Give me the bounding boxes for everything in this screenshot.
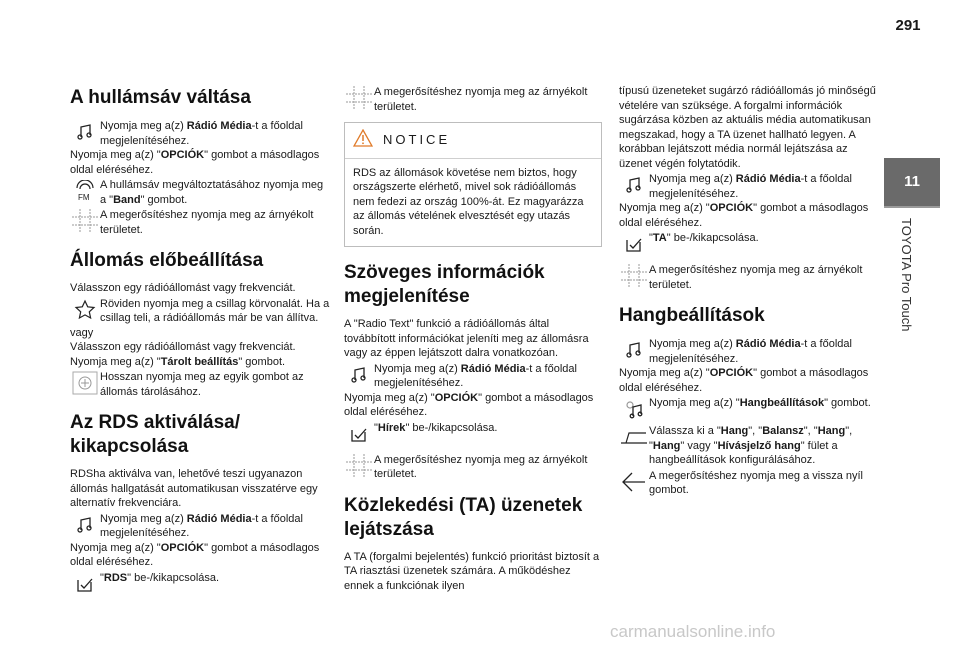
shaded-area-icon (344, 84, 374, 112)
chapter-tab-divider (884, 206, 940, 208)
step-radio-media-3: Nyomja meg a(z) Rádió Média-t a főoldal megjelenítéséhez. (344, 361, 602, 391)
checkbox-icon (70, 570, 100, 598)
notice-box (344, 122, 602, 247)
music-note-icon (344, 361, 374, 389)
shaded-area-icon (70, 207, 100, 235)
tab-icon (619, 423, 649, 451)
heading-preset: Állomás előbeállítása (70, 250, 264, 271)
step-rds-toggle: "RDS" be-/kikapcsolása. (70, 570, 332, 598)
step-select-tab: Válassza ki a "Hang", "Balansz", "Hang", "Hang" vagy "Hívásjelző hang" fület a hangbeállítások konfigurálásához. (619, 423, 877, 468)
music-note-icon (619, 336, 649, 364)
add-preset-icon (70, 369, 100, 397)
step-radio-media-4: Nyomja meg a(z) Rádió Média-t a főoldal megjelenítéséhez. (619, 171, 877, 201)
step-confirm: A megerősítéshez nyomja meg az árnyékolt területet. (70, 207, 332, 237)
checkbox-icon (619, 230, 649, 258)
checkbox-icon (344, 420, 374, 448)
chapter-title: TOYOTA Pro Touch (899, 218, 914, 332)
step-confirm-3: A megerősítéshez nyomja meg az árnyékolt területet. (619, 262, 877, 292)
step-radio-media: Nyomja meg a(z) Rádió Média-t a főoldal megjelenítéséhez. (70, 118, 332, 148)
sound-settings-icon (619, 395, 649, 423)
heading-band-change: A hullámsáv váltása (70, 87, 251, 108)
step-store: Hosszan nyomja meg az egyik gombot az állomás tárolásához. (70, 369, 332, 399)
page-number: 291 (895, 17, 921, 34)
step-confirm-top: A megerősítéshez nyomja meg az árnyékolt területet. (344, 84, 602, 114)
para-options: Nyomja meg a(z) "OPCIÓK" gombot a másodlagos oldal eléréséhez. (70, 149, 320, 176)
star-outline-icon (70, 296, 100, 324)
shaded-area-icon (344, 452, 374, 480)
notice-text: RDS az állomások követése nem biztos, hogy országszerte elérhető, mivel sok rádióállomás nem fedezi az ország 100%-át. Ez magyarázza az állomás vételének elvesztését egy utazás során. (353, 166, 584, 237)
heading-rds: Az RDS aktiválása/ kikapcsolása (70, 412, 241, 457)
heading-sound-settings: Hangbeállítások (619, 305, 765, 326)
svg-text:FM: FM (78, 193, 90, 202)
heading-text-info: Szöveges információk megjelenítése (344, 262, 545, 307)
watermark: carmanualsonline.info (610, 622, 776, 641)
step-back: A megerősítéshez nyomja meg a vissza nyíl gombot. (619, 468, 877, 498)
music-note-icon (619, 171, 649, 199)
step-confirm-2: A megerősítéshez nyomja meg az árnyékolt területet. (344, 452, 602, 482)
step-radio-media-5: Nyomja meg a(z) Rádió Média-t a főoldal megjelenítéséhez. (619, 336, 877, 366)
step-news-toggle: "Hírek" be-/kikapcsolása. (344, 420, 602, 448)
music-note-icon (70, 118, 100, 146)
music-note-icon (70, 511, 100, 539)
shaded-area-icon (619, 262, 649, 290)
step-band: FM A hullámsáv megváltoztatásához nyomja meg a "Band" gombot. (70, 177, 332, 207)
column-3: típusú üzeneteket sugárzó rádióállomás jó minőségű vételére van szüksége. A forgalmi információk sugárzása közben az aktuális média automatikusan megszakad, hogy a TA üzenet hallható legyen. A korábban lejátszott média normál lejátszása az üzenet végén folytatódik. Nyomja meg a(z) Rádió Média-t a főoldal megjelenítéséhez. Nyomja meg a(z) "OPCIÓK" gombot a másodlagos oldal eléréséhez. "TA" be-/kikapcsolása. A megerősítéshez nyomja meg az árnyékolt területet. Hangbeállítások Nyomja meg a(z) Rádió Média-t a főoldal megjelenítéséhez. Nyomja meg a(z) "OPCIÓK" gombot a másodlagos oldal eléréséhez. Nyomja meg a(z) "Hangbeállítások" gombot. Válassza ki a "Hang", "Balansz", "Hang", "Hang" vagy "Hívásjelző hang" fület a hangbeállítások konfigurálásához. A megerősítéshez nyomja meg a vissza nyíl gombot. (619, 85, 876, 496)
warning-triangle-icon (353, 129, 373, 152)
column-2: A megerősítéshez nyomja meg az árnyékolt területet. NOTICE RDS az állomások követése nem biztos, hogy országszerte elérhető, mivel sok rádióállomás nem fedezi az ország 100%-át. Ez magyarázza az állomás vételének elvesztését egy utazás során. Szöveges információk megjelenítése A "Radio Text" funkció a rádióállomás által továbbított információkat jeleníti meg az állomásra vagy az éppen lejátszott dalra vonatkozóan. Nyomja meg a(z) Rádió Média-t a főoldal megjelenítéséhez. Nyomja meg a(z) "OPCIÓK" gombot a másodlagos oldal eléréséhez. "Hírek" be-/kikapcsolása. A megerősítéshez nyomja meg az árnyékolt területet. Közlekedési (TA) üzenetek lejátszása A TA (forgalmi bejelentés) funkció prioritást biztosít a TA riasztási üzenetek számára. A működéshez ennek a funkciónak ilyen (344, 84, 602, 593)
step-radio-media-2: Nyomja meg a(z) Rádió Média-t a főoldal megjelenítéséhez. (70, 511, 332, 541)
heading-traffic: Közlekedési (TA) üzenetek lejátszása (344, 494, 583, 540)
step-ta-toggle: "TA" be-/kikapcsolása. (619, 230, 877, 258)
back-arrow-icon (619, 468, 649, 496)
step-sound-settings: Nyomja meg a(z) "Hangbeállítások" gombot. (619, 395, 877, 423)
column-1: A hullámsáv váltása Nyomja meg a(z) Rádió Média-t a főoldal megjelenítéséhez. Nyomja meg a(z) "OPCIÓK" gombot a másodlagos oldal eléréséhez. FM A hullámsáv megváltoztatásához nyomja meg a "Band" gombot. A megerősítéshez nyomja meg az árnyékolt területet. Állomás előbeállítása Válasszon egy rádióállomást vagy frekvenciát. Röviden nyomja meg a csillag körvonalát. Ha a csillag teli, a rádióállomás már be van állítva. vagy Válasszon egy rádióállomást vagy frekvenciát. Nyomja meg a(z) "Tárolt beállítás" gombot. Hosszan nyomja meg az egyik gombot az állomás tárolásához. Az RDS aktiválása/ kikapcsolása RDSha aktiválva van, lehetővé teszi ugyanazon állomás hallgatását automatikusan visszatérve egy alternatív frekvenciára. Nyomja meg a(z) Rádió Média-t a főoldal megjelenítéséhez. Nyomja meg a(z) "OPCIÓK" gombot a másodlagos oldal eléréséhez. "RDS" be-/kikapcsolása. (70, 86, 332, 598)
chapter-tab: 11 (884, 158, 940, 206)
step-star: Röviden nyomja meg a csillag körvonalát. Ha a csillag teli, a rádióállomás már be van állítva. (70, 296, 332, 326)
fm-band-icon (70, 177, 100, 205)
notice-title: NOTICE (383, 132, 451, 147)
